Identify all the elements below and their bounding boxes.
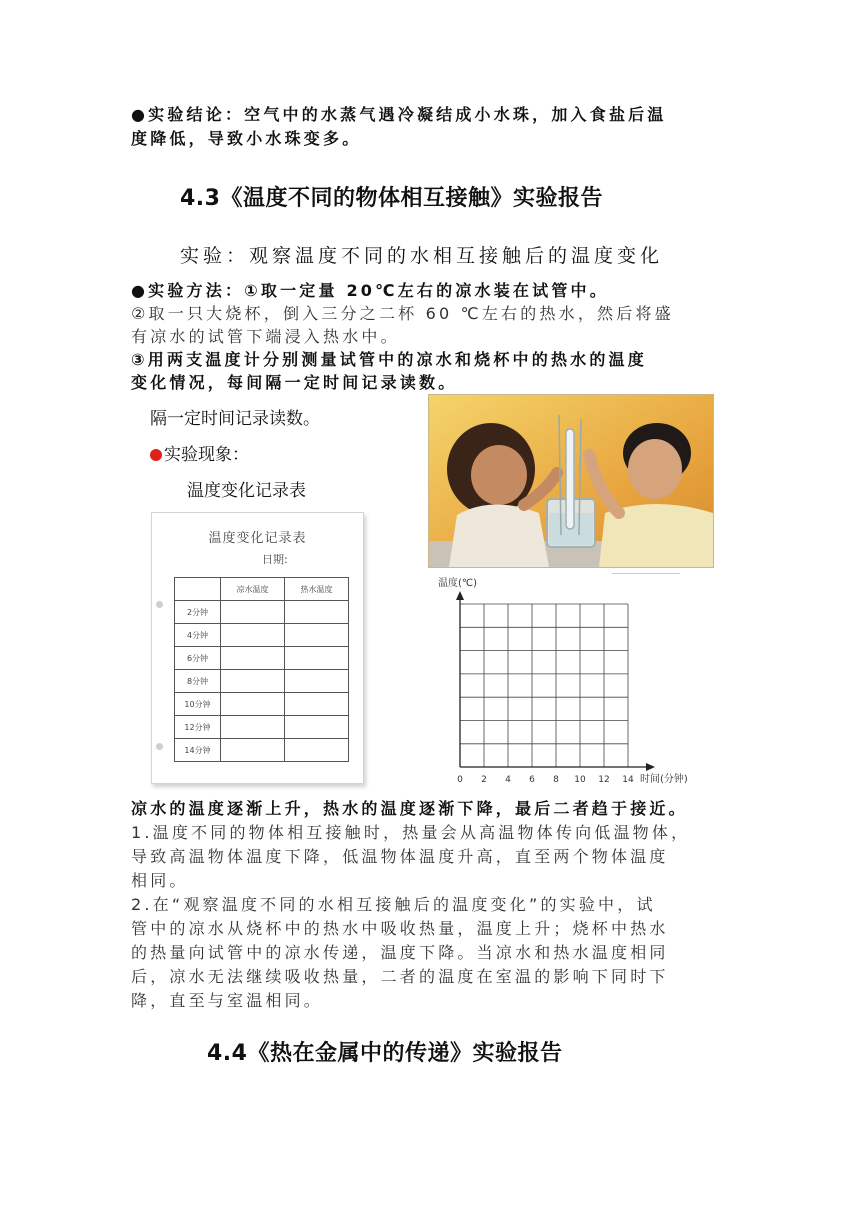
result-line-2: 1.温度不同的物体相互接触时，热量会从高温物体传向低温物体，: [131, 823, 691, 842]
result-line-9: 降，直至与室温相同。: [131, 991, 324, 1010]
table-row: [175, 693, 349, 716]
cell: [285, 624, 349, 647]
table-row: [175, 601, 349, 624]
children-experiment-illustration: [429, 395, 713, 567]
method-line-3: 有凉水的试管下端浸入热水中。: [131, 327, 400, 346]
result-line-8: 后，凉水无法继续吸收热量，二者的温度在室温的影响下同时下: [131, 967, 669, 986]
method-line-5: 变化情况，每间隔一定时间记录读数。: [131, 373, 458, 392]
result-line-5: 2.在“观察温度不同的水相互接触后的温度变化”的实验中，试: [131, 895, 656, 914]
cell: [221, 739, 285, 762]
cell: [285, 693, 349, 716]
cell: [221, 716, 285, 739]
table-row: [175, 624, 349, 647]
experiment-title: 实验：观察温度不同的水相互接触后的温度变化: [180, 245, 664, 267]
table-header-row: [175, 578, 349, 601]
table-row: [175, 716, 349, 739]
x-tick-label: 10: [574, 775, 586, 784]
cell: [285, 739, 349, 762]
cell: [221, 601, 285, 624]
cell: [285, 601, 349, 624]
method-line-1: ●实验方法：①取一定量 20℃左右的凉水装在试管中。: [131, 281, 609, 300]
grid-lines: [460, 604, 628, 767]
row-label: 6分钟: [175, 647, 221, 670]
result-line-4: 相同。: [131, 871, 189, 890]
scan-text-line: 隔一定时间记录读数。: [150, 409, 320, 429]
red-bullet-icon: [150, 449, 162, 461]
binder-hole-icon: [156, 743, 163, 750]
experiment-photo: [428, 394, 714, 568]
header-cell: [175, 578, 221, 601]
card-date-label: 日期:: [262, 553, 288, 566]
header-cell: 凉水温度: [221, 578, 285, 601]
x-axis-label: 时间(分钟): [640, 774, 688, 784]
conclusion-line-2: 度降低，导致小水珠变多。: [131, 129, 362, 148]
table-row: [175, 647, 349, 670]
record-table: [174, 577, 349, 762]
header-cell: 热水温度: [285, 578, 349, 601]
result-line-6: 管中的凉水从烧杯中的热水中吸收热量，温度上升；烧杯中热水: [131, 919, 669, 938]
table-row: [175, 670, 349, 693]
cell: [285, 647, 349, 670]
conclusion-line-1: ●实验结论：空气中的水蒸气遇冷凝结成小水珠，加入食盐后温: [131, 105, 667, 124]
x-tick-label: 14: [622, 775, 634, 784]
x-tick-labels: [457, 775, 634, 784]
y-axis-arrow-icon: [456, 591, 464, 600]
table-row: [175, 739, 349, 762]
row-label: 12分钟: [175, 716, 221, 739]
cell: [285, 716, 349, 739]
scan-table-title: 温度变化记录表: [187, 481, 306, 501]
result-line-7: 的热量向试管中的凉水传递，温度下降。当凉水和热水温度相同: [131, 943, 669, 962]
x-tick-label: 4: [505, 775, 511, 784]
x-tick-label: 2: [481, 775, 487, 784]
scan-phenomenon: [150, 440, 249, 465]
row-label: 8分钟: [175, 670, 221, 693]
temperature-time-grid: [428, 572, 708, 784]
x-tick-label: 6: [529, 775, 535, 784]
y-axis-label: 温度(℃): [438, 578, 478, 589]
cell: [221, 624, 285, 647]
result-line-1: 凉水的温度逐渐上升，热水的温度逐渐下降，最后二者趋于接近。: [131, 799, 688, 818]
row-label: 4分钟: [175, 624, 221, 647]
method-line-2: ②取一只大烧杯，倒入三分之二杯 60 ℃左右的热水，然后将盛: [131, 304, 674, 323]
x-axis-arrow-icon: [646, 763, 655, 771]
row-label: 14分钟: [175, 739, 221, 762]
row-label: 10分钟: [175, 693, 221, 716]
cell: [285, 670, 349, 693]
result-line-3: 导致高温物体温度下降，低温物体温度升高，直至两个物体温度: [131, 847, 669, 866]
cell: [221, 670, 285, 693]
x-tick-label: 8: [553, 775, 559, 784]
method-line-4: ③用两支温度计分别测量试管中的凉水和烧杯中的热水的温度: [131, 350, 647, 369]
cell: [221, 693, 285, 716]
section-4-3-title: 4.3《温度不同的物体相互接触》实验报告: [180, 186, 603, 211]
x-tick-label: 12: [598, 775, 610, 784]
section-4-4-title: 4.4《热在金属中的传递》实验报告: [207, 1041, 563, 1066]
temperature-record-card: [151, 512, 364, 784]
card-title: 温度变化记录表: [208, 531, 307, 546]
scan-phenomenon-label: 实验现象：: [164, 445, 249, 465]
binder-hole-icon: [156, 601, 163, 608]
x-tick-label: 0: [457, 775, 463, 784]
cell: [221, 647, 285, 670]
row-label: 2分钟: [175, 601, 221, 624]
